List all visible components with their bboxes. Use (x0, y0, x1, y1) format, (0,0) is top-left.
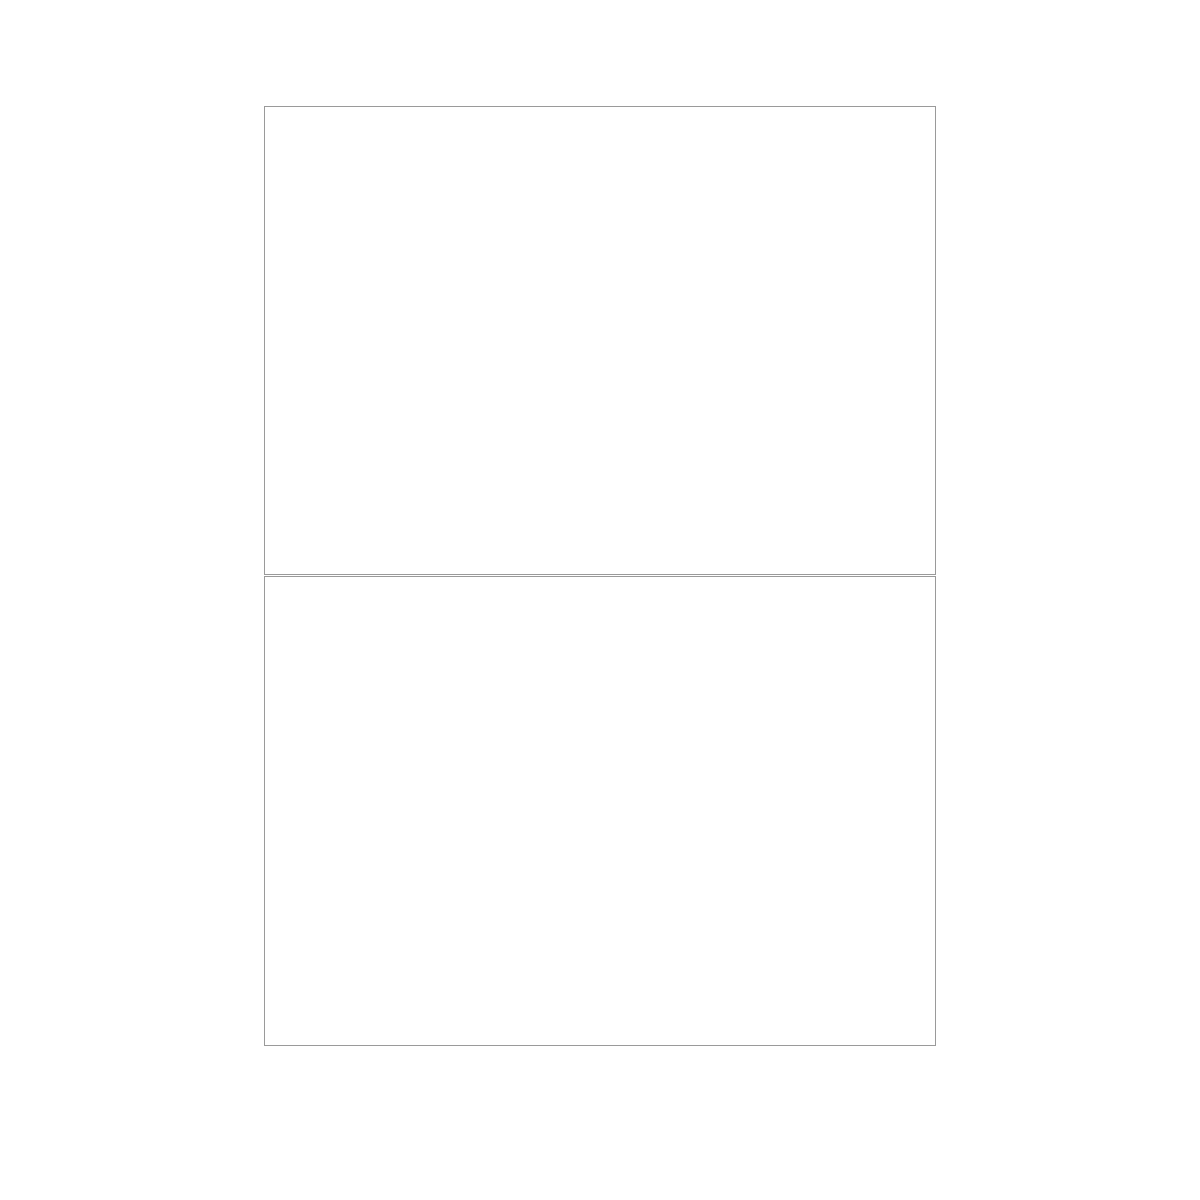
page-title (678, 66, 940, 106)
calendar-first-half (264, 106, 936, 575)
calendar-second-half (264, 576, 936, 1046)
